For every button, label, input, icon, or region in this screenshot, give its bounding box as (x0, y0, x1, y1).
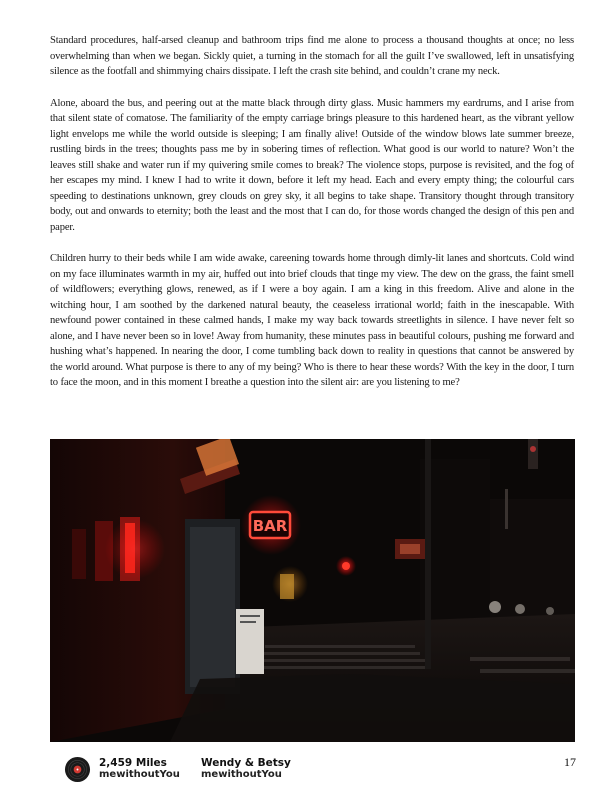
song-artist: mewithoutYou (99, 769, 180, 780)
night-street-photo (50, 439, 575, 742)
page-number: 17 (564, 755, 576, 769)
song-title: 2,459 Miles (99, 757, 167, 769)
next-song-title: Wendy & Betsy (201, 757, 291, 769)
vinyl-record-icon (64, 756, 91, 783)
bar-sign-text: BAR (252, 517, 288, 535)
paragraph: Alone, aboard the bus, and peering out at the matte black through dirty glass. Music hammers my eardrums, and I arise from that silent state of comatose. The familiarity of the empty carriage brings pleasure to this hardened heart, as the vibrant yellow light envelops me while the world outside is sleeping; I am finally alive! Outside of the window blows late summer breeze, rustling birds in the trees; thoughts pass me by in sobering times of reflection. What good is our world to nature? Won’t the leaves still shake and water run if my quivering smile comes to break? The violence stops, purpose is revisited, and the fog of her escapes my mind. I knew I had to write it down, before it left my head. Each and every empty thing; the colourful cars speeding to destinations unknown, grey clouds on grey sky, it all begins to take shape. Transitory thought through transitory body, out and onwards to eternity; both the least and the most that I can do, for those words changed the design of this pen and paper. (50, 97, 574, 233)
page-footer (0, 752, 612, 792)
article-body (50, 33, 574, 407)
paragraph: Children hurry to their beds while I am wide awake, careening towards home through dimly-lit lanes and shortcuts. Cold wind on my face illuminates warmth in my air, huffed out into brief clouds that tinge my view. The dew on the grass, the faint smell of wildflowers; everything glows, renewed, as if I were a boy again. I am a king in this freedom. Alive and alone in the witching hour, I am soothed by the darkened natural beauty, the ceaseless irrational world; faith in the inescapable. With newfound power contained in these calmed hands, I make my way back towards streetlights in silence. I have never felt so alone, and I have never been so in love! Away from humanity, these minutes pass in beautiful colours, pushing me forward and hushing what’s happened. In nearing the door, I come tumbling back down to reality in questions that cannot be answered by the world around. What purpose is there to any of my being? Who is there to hear these words? With the key in the door, I turn to face the moon, and in this moment I breathe a question into the silent air: are you listening to me? (50, 253, 574, 388)
next-song-artist: mewithoutYou (201, 769, 282, 780)
paragraph: Standard procedures, half-arsed cleanup and bathroom trips find me alone to process a thousand thoughts at once; no less overwhelming than when we began. Sickly quiet, a turning in the stomach for all the guilt I’ve swallowed, left in unsatisfying silence as the footfall and shimmying chairs dissipate. I left the crash site behind, and couldn’t crane my neck. (50, 35, 574, 77)
night-street-illustration (50, 439, 575, 742)
